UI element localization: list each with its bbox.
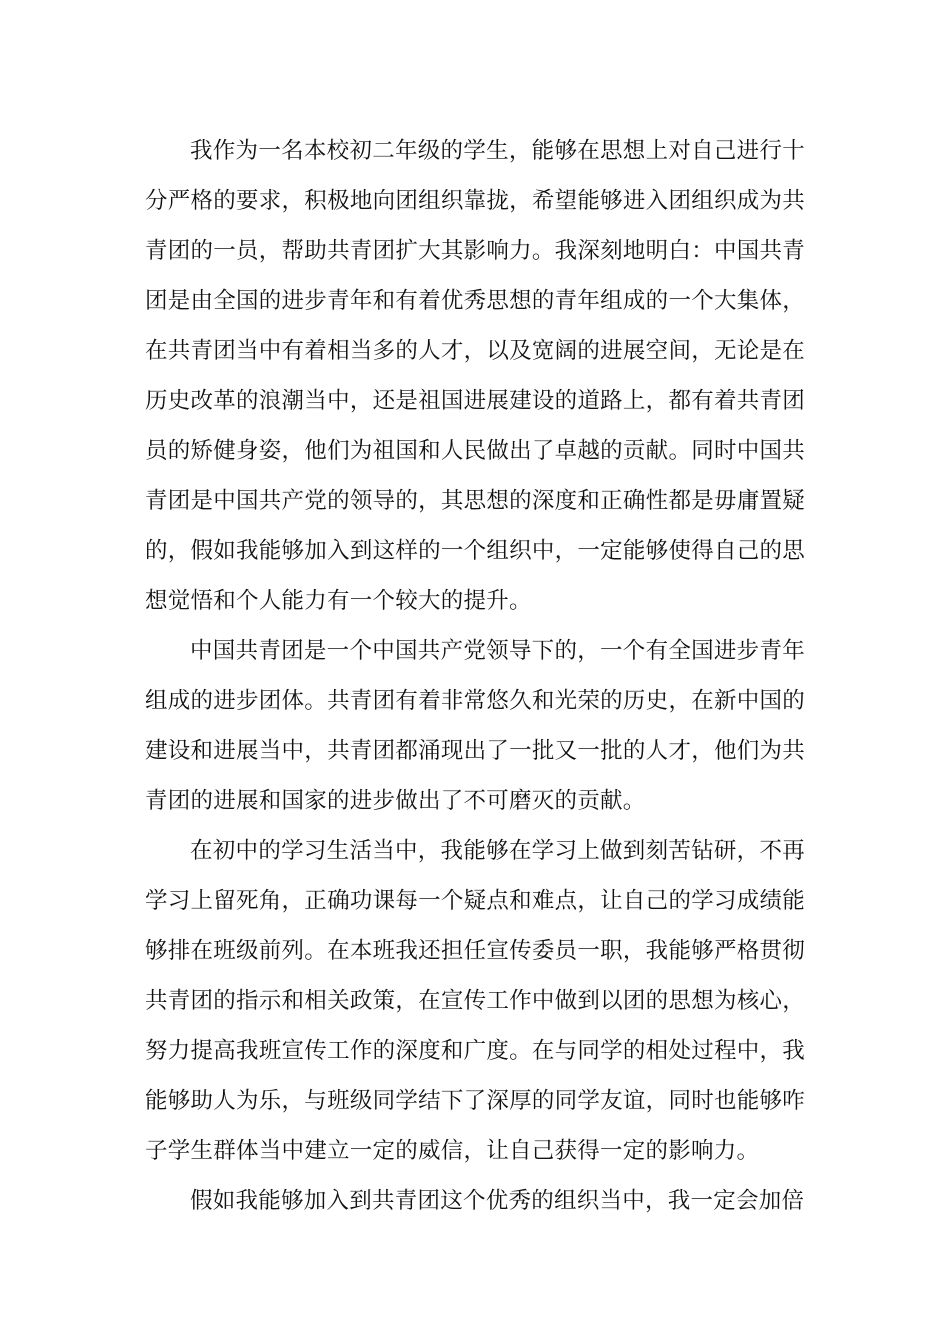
paragraph-1: 我作为一名本校初二年级的学生，能够在思想上对自己进行十分严格的要求，积极地向团组织靠拢，希望能够进入团组织成为共青团的一员，帮助共青团扩大其影响力。我深刻地明白：中国共青团是由全国的进步青年和有着优秀思想的青年组成的一个大集体，在共青团当中有着相当多的人才，以及宽阔的进展空间，无论是在历史改革的浪潮当中，还是祖国进展建设的道路上，都有着共青团员的矫健身姿，他们为祖国和人民做出了卓越的贡献。同时中国共青团是中国共产党的领导的，其思想的深度和正确性都是毋庸置疑的，假如我能够加入到这样的一个组织中，一定能够使得自己的思想觉悟和个人能力有一个较大的提升。 [145, 138, 805, 614]
paragraph-2: 中国共青团是一个中国共产党领导下的，一个有全国进步青年组成的进步团体。共青团有着非常悠久和光荣的历史，在新中国的建设和进展当中，共青团都涌现出了一批又一批的人才，他们为共青团的进展和国家的进步做出了不可磨灭的贡献。 [145, 638, 805, 814]
paragraph-3: 在初中的学习生活当中，我能够在学习上做到刻苦钻研，不再学习上留死角，正确功课每一个疑点和难点，让自己的学习成绩能够排在班级前列。在本班我还担任宣传委员一职，我能够严格贯彻共青团的指示和相关政策，在宣传工作中做到以团的思想为核心，努力提高我班宣传工作的深度和广度。在与同学的相处过程中，我能够助人为乐，与班级同学结下了深厚的同学友谊，同时也能够咋子学生群体当中建立一定的威信，让自己获得一定的影响力。 [145, 838, 805, 1164]
document-body [145, 126, 805, 1226]
paragraph-4: 假如我能够加入到共青团这个优秀的组织当中，我一定会加倍 [190, 1188, 805, 1214]
